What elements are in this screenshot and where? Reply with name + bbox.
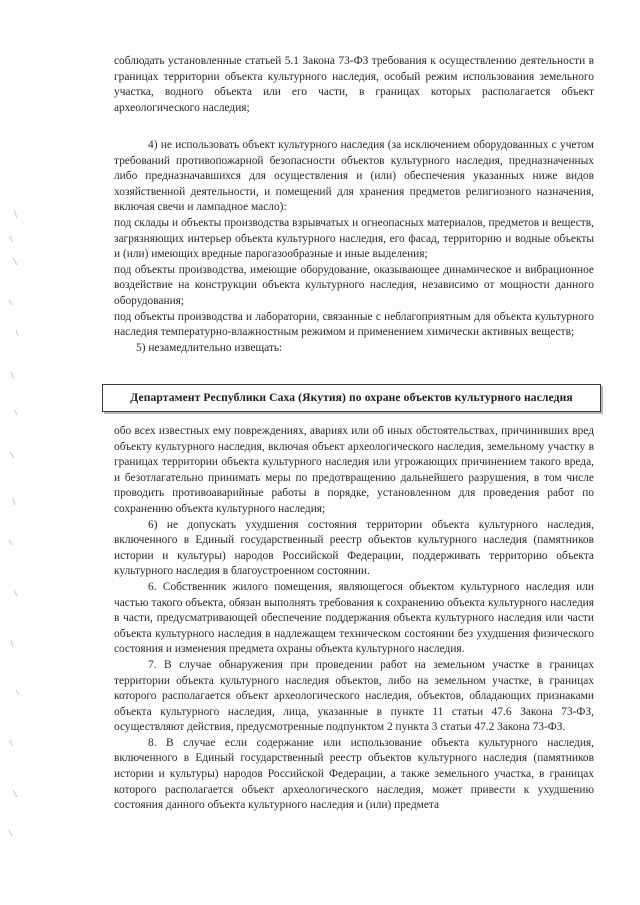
item-4-intro: 4) не использовать объект культурного наследия (за исключением оборудованных с учетом требований противопожарной безопасности объектов культурного наследия, предназначенных либо предназначавшихся для осуществления и (или) обеспечения указанных ниже видов хозяйственной деятельности, и помещений для хранения предметов религиозного назначения, включая свечи и лампадное масло): [114, 139, 594, 214]
lower-section [114, 424, 594, 814]
paragraph-continuation [114, 54, 594, 116]
text-paragraph: соблюдать установленные статьей 5.1 Закона 73-ФЗ требования к осуществлению деятельности в границах территории объекта культурного наследия, особый режим использования земельного участка, водного объекта или его части, в границах которых располагается объект археологического наследия; [114, 55, 594, 114]
text-paragraph: 6. Собственник жилого помещения, являющегося объектом культурного наследия или частью такого объекта, обязан выполнять требования к сохранению объекта культурного наследия в части, предусматривающей обеспечение поддержания объекта культурного наследия или части объекта культурного наследия в надлежащем техническом состоянии без ухудшения физического состояния и изменения предмета охраны объекта культурного наследия. [114, 580, 594, 656]
text-paragraph: 7. В случае обнаружения при проведении работ на земельном участке в границах территории объекта культурного наследия объектов, либо на земельном участке, в границах которого располагается объект археологического наследия, объектов, обладающих признаками объекта культурного наследия, лица, указанные в пункте 11 статьи 47.6 Закона 73-ФЗ, осуществляют действия, предусмотренные подпунктом 2 пункта 3 статьи 47.2 Закона 73-ФЗ. [114, 658, 594, 734]
item-4-section [114, 138, 594, 356]
text-paragraph: обо всех известных ему повреждениях, авариях или об иных обстоятельствах, причинивших вред объекту культурного наследия, включая объект археологического наследия, земельному участку в границах территории объекта культурного наследия или угрожающих причинением такого вреда, и безотлагательно принимать меры по предотвращению дальнейшего разрушения, в том числе проводить противоаварийные работы в порядке, установленном для проведения работ по сохранению объекта культурного наследия; [114, 425, 594, 515]
item-5-heading: 5) незамедлительно извещать: [136, 341, 283, 354]
item-4-sub-1: под склады и объекты производства взрывчатых и огнеопасных материалов, предметов и веществ, загрязняющих интерьер объекта культурного наследия, его фасад, территорию и водные объекты и (или) имеющих вредные парогазообразные и иные выделения; [114, 216, 594, 261]
text-paragraph: 6) не допускать ухудшения состояния территории объекта культурного наследия, включенного в Единый государственный реестр объектов культурного наследия (памятников истории и культуры) народов Российской Федерации, поддерживать территорию объекта культурного наследия в благоустроенном состоянии. [114, 518, 594, 578]
item-4-sub-3: под объекты производства и лаборатории, связанные с неблагоприятным для объекта культурного наследия температурно-влажностным режимом и применением химически активных веществ; [114, 310, 594, 339]
item-4-sub-2: под объекты производства, имеющие оборудование, оказывающее динамическое и вибрационное воздействие на конструкции объекта культурного наследия, независимо от мощности данного оборудования; [114, 263, 594, 307]
department-header-text: Департамент Республики Саха (Якутия) по охране объектов культурного наследия [130, 391, 573, 405]
department-header-banner [102, 384, 601, 412]
text-paragraph: 8. В случае если содержание или использование объекта культурного наследия, включенного в Единый государственный реестр объектов культурного наследия (памятников истории и культуры) народов Российской Федерации, а также земельного участка, в границах которого располагается объект археологического наследия, может привести к ухудшению состояния данного объекта культурного наследия и (или) предмета [114, 736, 594, 812]
